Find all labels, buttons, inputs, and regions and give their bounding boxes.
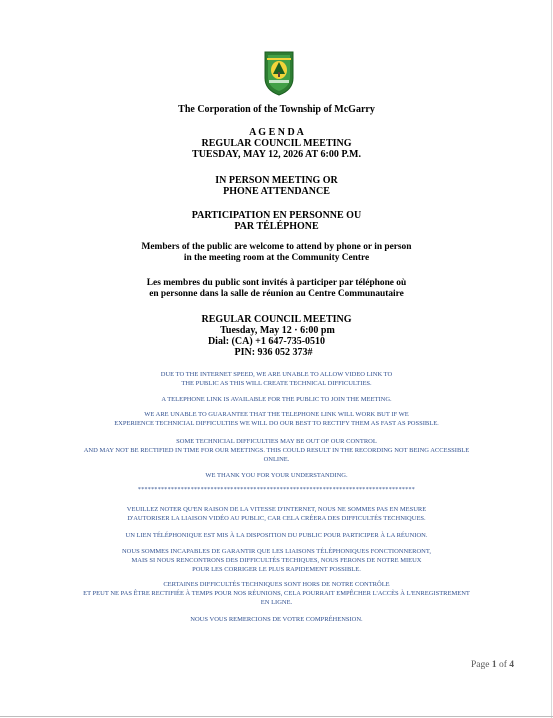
meeting-details (40, 314, 513, 358)
notice-guarantee-en (60, 410, 493, 428)
participation-line-2: PAR TÉLÉPHONE (234, 221, 319, 232)
notice-line: VEUILLEZ NOTER QU'EN RAISON DE LA VITESSE D'INTERNET, NOUS NE SOMMES PAS EN MESURE (126, 506, 427, 513)
meeting-dial-number: Dial: (CA) +1 647-735-0510 (207, 336, 326, 347)
page-number (471, 660, 514, 670)
notice-telephone-link-fr (60, 531, 493, 540)
meeting-type: REGULAR COUNCIL MEETING (201, 138, 352, 149)
notice-line: NOUS SOMMES INCAPABLES DE GARANTIR QUE LES LIAISONS TÉLÉPHONIQUES FONCTIONNERONT, (121, 548, 431, 555)
attendance-heading (40, 175, 513, 197)
separator-stars: ************************************************************************************ (137, 487, 416, 493)
participation-line-1: PARTICIPATION EN PERSONNE OU (191, 210, 362, 221)
page-border-right (551, 0, 552, 718)
agenda-label: A G E N D A (249, 127, 304, 138)
participation-heading (40, 210, 513, 232)
notice-line: AND MAY NOT BE RECTIFIED IN TIME FOR OUR MEETINGS. THIS COULD RESULT IN THE RECORDING NOT BEING ACCESSIBLE (83, 447, 470, 454)
public-fr-line-1: Les membres du public sont invités à participer par téléphone où (146, 278, 407, 288)
meeting-date: TUESDAY, MAY 12, 2026 AT 6:00 P.M. (192, 149, 361, 160)
page-of: of (496, 660, 510, 670)
notice-line: EXPERIENCE TECHNICIAL DIFFICULTIES WE WILL DO OUR BEST TO RECTIFY THEM AS FAST AS POSSIBLE. (114, 420, 439, 427)
attendance-line-1: IN PERSON MEETING OR (215, 175, 338, 186)
township-crest-icon (263, 50, 295, 96)
public-fr-line-2: en personne dans la salle de réunion au Centre Communautaire (149, 289, 404, 299)
notice-line: CERTAINES DIFFICULTÉS TECHNIQUES SONT HORS DE NOTRE CONTRÔLE (163, 581, 390, 588)
meeting-details-time: Tuesday, May 12 · 6:00 pm (220, 325, 335, 336)
notice-line: D'AUTORISER LA LIAISON VIDÉO AU PUBLIC, CAR CELA CRÉERA DES DIFFICULTÉS TECHNIQUES. (127, 515, 426, 522)
meeting-details-title: REGULAR COUNCIL MEETING (201, 314, 352, 325)
notice-internet-speed-en (60, 370, 493, 388)
notice-difficulties-fr (60, 580, 493, 607)
notice-thanks-fr (60, 615, 493, 624)
attendance-line-2: PHONE ATTENDANCE (223, 186, 330, 197)
notice-guarantee-fr (60, 547, 493, 574)
notice-line: WE ARE UNABLE TO GUARANTEE THAT THE TELEPHONE LINK WILL WORK BUT IF WE (144, 411, 409, 418)
notice-telephone-link-en (60, 395, 493, 404)
notice-line: SOME TECHNICIAL DIFFICULTIES MAY BE OUT OF OUR CONTROL (176, 438, 377, 445)
public-en-line-1: Members of the public are welcome to attend by phone or in person (141, 242, 412, 252)
notice-line: MAIS SI NOUS RENCONTRONS DES DIFFICULTÉS TECHIQUES, NOUS FERONS DE NOTRE MIEUX (131, 557, 422, 564)
notice-line: DUE TO THE INTERNET SPEED, WE ARE UNABLE TO ALLOW VIDEO LINK TO (160, 371, 393, 378)
corporation-title: The Corporation of the Township of McGarry (178, 104, 375, 115)
notice-line: ONLINE. (263, 456, 290, 463)
public-notice-en (40, 242, 513, 264)
page-prefix: Page (470, 660, 492, 670)
page-border-bottom (0, 716, 553, 717)
notice-line: A TELEPHONE LINK IS AVAILABLE FOR THE PUBLIC TO JOIN THE MEETING. (161, 396, 392, 403)
notice-line: THE PUBLIC AS THIS WILL CREATE TECHNICAL DIFFICULTIES. (181, 380, 372, 387)
notice-line: NOUS VOUS REMERCIONS DE VOTRE COMPRÉHENSION. (190, 616, 363, 623)
notice-internet-speed-fr (60, 505, 493, 523)
notice-line: ET PEUT NE PAS ÊTRE RECTIFIÉE À TEMPS POUR NOS RÉUNIONS, CELA POURRAIT EMPÊCHER L'ACCÈS À L'ENREGISTREMENT (83, 590, 470, 597)
notice-line: POUR LES CORRIGER LE PLUS RAPIDEMENT POSSIBLE. (192, 566, 361, 573)
notice-difficulties-en (60, 437, 493, 464)
page-current: 1 (491, 660, 497, 670)
public-notice-fr (40, 278, 513, 300)
notice-line: WE THANK YOU FOR YOUR UNDERSTANDING. (205, 472, 348, 479)
notice-thanks-en (60, 471, 493, 480)
notice-line: EN LIGNE. (260, 599, 293, 606)
meeting-pin: PIN: 936 052 373# (234, 347, 313, 358)
page-total: 4 (509, 660, 514, 670)
notice-line: UN LIEN TÉLÉPHONIQUE EST MIS À LA DISPOSITION DU PUBLIC POUR PARTICIPER À LA RÉUNION. (125, 532, 428, 539)
public-en-line-2: in the meeting room at the Community Centre (183, 253, 370, 263)
agenda-heading (40, 127, 513, 160)
